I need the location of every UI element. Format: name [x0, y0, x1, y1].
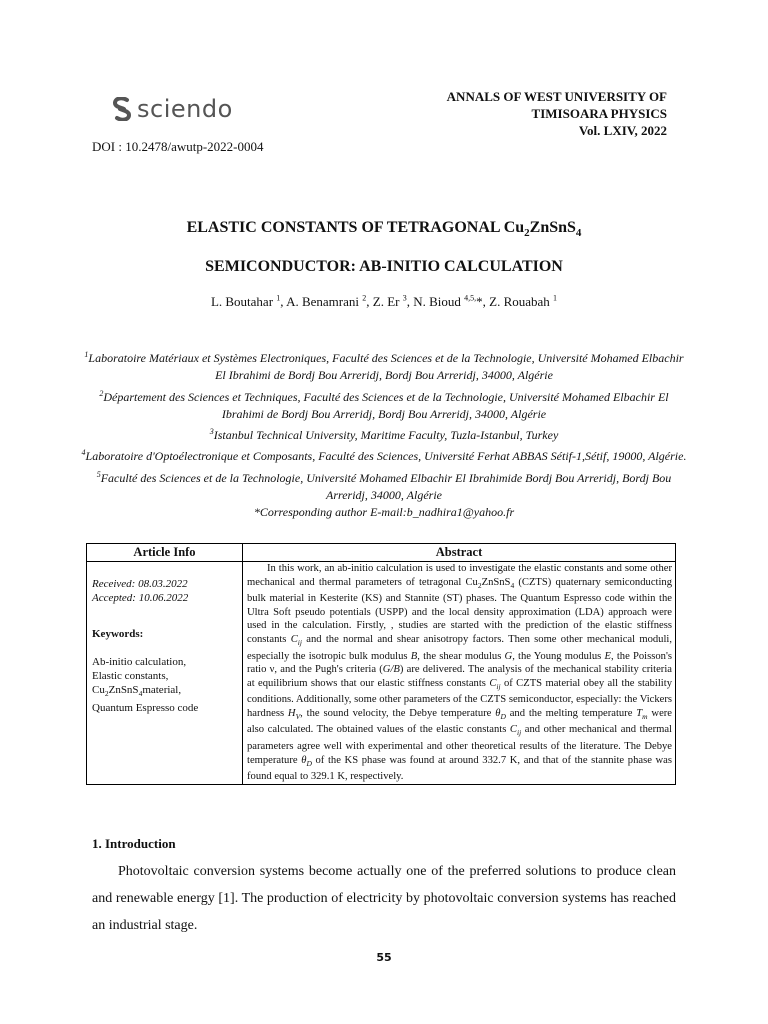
- author-list: [0, 294, 768, 310]
- accepted-date: Accepted: 10.06.2022: [92, 592, 189, 604]
- corresponding-author: *Corresponding author E-mail:b_nadhira1@yahoo.fr: [253, 505, 515, 520]
- doi: DOI : 10.2478/awutp-2022-0004: [92, 139, 264, 154]
- keyword: Quantum Espresso code: [92, 702, 199, 715]
- keywords-label: Keywords:: [92, 628, 144, 640]
- author: N. Bioud $^{4,5,}$*,: [413, 294, 490, 310]
- author: L. Boutahar $^1$,: [210, 294, 287, 310]
- author: Z. Rouabah $^1$: [489, 294, 558, 310]
- journal-name-line2: TIMISOARA PHYSICS: [531, 106, 667, 121]
- article-info-cell: [87, 562, 243, 785]
- received-date: Received: 08.03.2022: [92, 578, 188, 590]
- affiliation: $^1$Laboratoire Matériaux et Systèmes Electroniques, Faculté des Sciences et de la Technologie, Université Mohamed Elbachir El Ibrahimi de Bordj Bou Arreridj, Bordj Bou Arreridj, 34000, Algérie: [84, 350, 684, 383]
- affiliations: [80, 346, 688, 522]
- title-line1: ELASTIC CONSTANTS OF TETRAGONAL $Cu_2ZnSnS_4$: [186, 219, 582, 240]
- title-line2: SEMICONDUCTOR: AB-INITIO CALCULATION: [205, 258, 563, 276]
- keyword: Ab-initio calculation,: [92, 656, 187, 668]
- affiliation: $^3$Istanbul Technical University, Maritime Faculty, Tuzla-Istanbul, Turkey: [209, 427, 559, 443]
- sciendo-s-icon: [113, 97, 131, 121]
- section-heading: 1. Introduction: [92, 836, 176, 851]
- page-number: 55: [376, 951, 392, 964]
- affiliation: $^2$Département des Sciences et Techniques, Faculté des Sciences et de la Technologie, Université Mohamed Elbachir El Ibrahimi de Bordj Bou Arreridj, Bordj Bou Arreridj, 34000, Algérie: [99, 388, 669, 421]
- abstract-text: In this work, an ab-initio calculation is used to investigate the elastic constants and some other mechanical and thermal parameters of tetragonal $Cu_2ZnSnS_4$ (CZTS) quaternary semiconducting bulk material in Kesterite (KS) and Stannite (ST) phases. The Quantum Espresso code within the Ultra Soft pseudo potentials (USPP) and the local density approximation (LDA) approach were used in the calculation. Firstly, , studies are started with the prediction of the elastic stiffness constants $C_{ij}$ and the normal and shear anisotropy factors. Then some other mechanical moduli, especially the isotropic bulk modulus B, the shear modulus G, the Young modulus E, the Poisson's ratio ν, and the Pugh's criteria (G/B) are delivered. The analysis of the mechanical stability criteria at equilibrium shows that our elastic stiffness constants $C_{ij}$ of CZTS material obey all the stability conditions. Additionally, some other parameters of the CZTS semiconductor, especially: the Vickers hardness $H_V$, the sound velocity, the Debye temperature $\theta_D$ and the melting temperature $T_m$ were also calculated. The obtained values of the elastic constants $C_{ij}$ and other mechanical and thermal parameters agree well with experimental and other theoretical results of the literature. The Debye temperature $\theta_D$ of the KS phase was found at around 332.7 K, and that of the stannite phase was found equal to 329.1 K, respectively.: [243, 562, 676, 785]
- intro-paragraph: Photovoltaic conversion systems become actually one of the preferred solutions to produce clean and renewable energy [1]. The production of electricity by photovoltaic conversion systems has reached an industrial stage.: [92, 864, 676, 933]
- affiliation: $^4$Laboratoire d'Optoélectronique et Composants, Faculté des Sciences, Université Ferhat ABBAS Sétif-1,Sétif, 19000, Algérie.: [81, 448, 687, 464]
- abstract-header: Abstract: [243, 544, 676, 562]
- logo-wordmark: sciendo: [137, 95, 233, 123]
- journal-name-line1: ANNALS OF WEST UNIVERSITY OF: [446, 89, 667, 104]
- author: Z. Er $^3$,: [372, 294, 414, 310]
- publisher-logo: [113, 95, 233, 123]
- journal-header: [447, 88, 667, 139]
- paper-title: [0, 211, 768, 283]
- journal-volume: Vol. LXIV, 2022: [578, 123, 667, 138]
- keyword: Elastic constants,: [92, 670, 169, 682]
- article-info-header: Article Info: [87, 544, 243, 562]
- keyword: $Cu_2ZnSnS_4material$,: [92, 684, 182, 699]
- author: A. Benamrani $^2$,: [286, 294, 373, 310]
- article-info-table: [86, 543, 676, 785]
- affiliation: $^5$Faculté des Sciences et de la Technologie, Université Mohamed Elbachir El Ibrahimide Bordj Bou Arreridj, Bordj Bou Arreridj, 34000, Algérie: [96, 469, 672, 503]
